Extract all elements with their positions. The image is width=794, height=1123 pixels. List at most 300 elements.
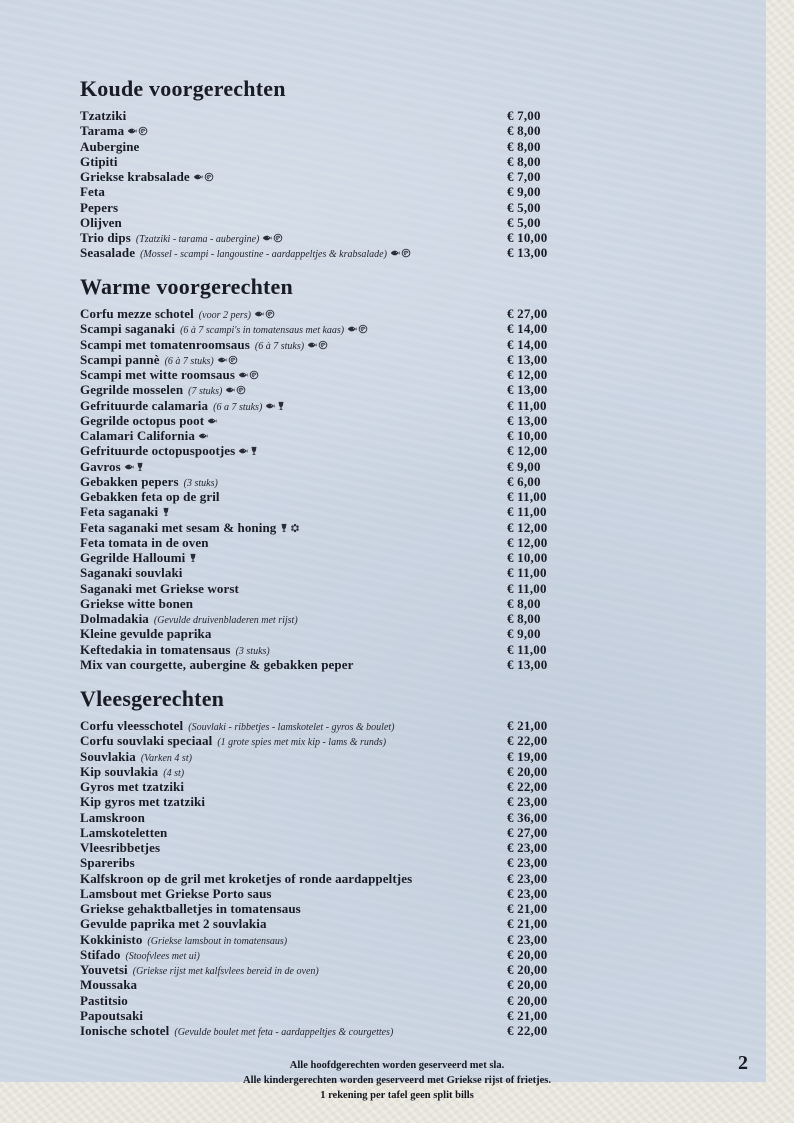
item-name: Saganaki souvlaki bbox=[80, 565, 183, 581]
menu-item bbox=[80, 1008, 728, 1023]
menu-item-left bbox=[80, 840, 160, 855]
item-name: Tzatziki bbox=[80, 108, 127, 123]
menu-item-left bbox=[80, 1008, 143, 1023]
section-items bbox=[80, 718, 728, 1038]
menu-item-left bbox=[80, 993, 128, 1008]
item-description: (3 stuks) bbox=[183, 477, 218, 489]
allergen-icons bbox=[279, 523, 300, 533]
item-name: Souvlakia bbox=[80, 748, 136, 764]
menu-item bbox=[80, 611, 728, 626]
item-price: € 23,00 bbox=[507, 794, 548, 810]
menu-item bbox=[80, 367, 728, 382]
menu-item-left bbox=[80, 413, 217, 428]
menu-item bbox=[80, 581, 728, 596]
item-description: (1 grote spies met mix kip - lams & runds) bbox=[217, 737, 387, 749]
item-price: € 10,00 bbox=[507, 230, 548, 245]
item-name: Gegrilde Halloumi bbox=[80, 550, 186, 565]
menu-item-left bbox=[80, 581, 239, 596]
item-name: Gtipiti bbox=[80, 153, 118, 169]
item-name: Scampi met witte roomsaus bbox=[80, 367, 235, 382]
item-name: Corfu souvlaki speciaal bbox=[80, 733, 213, 749]
menu-item-left bbox=[80, 123, 148, 138]
fish-icon bbox=[262, 233, 272, 243]
menu-section bbox=[80, 78, 728, 261]
menu-item-left bbox=[80, 901, 301, 916]
menu-item-left bbox=[80, 245, 411, 260]
menu-item-left bbox=[80, 871, 412, 886]
menu-item-left bbox=[80, 398, 286, 413]
menu-item-left bbox=[80, 932, 287, 947]
item-price: € 20,00 bbox=[507, 763, 548, 779]
allergen-icons bbox=[254, 309, 275, 319]
item-name: Vleesribbetjes bbox=[80, 840, 161, 855]
item-price: € 8,00 bbox=[507, 611, 541, 626]
menu-item bbox=[80, 428, 728, 443]
item-price: € 27,00 bbox=[507, 306, 548, 321]
menu-item bbox=[80, 474, 728, 489]
item-name: Saganaki met Griekse worst bbox=[80, 580, 239, 596]
item-name: Kokkinisto bbox=[80, 931, 143, 947]
item-price: € 20,00 bbox=[507, 977, 548, 993]
item-name: Griekse witte bonen bbox=[80, 595, 194, 611]
menu-item-left bbox=[80, 657, 354, 672]
item-price: € 11,00 bbox=[507, 580, 547, 596]
item-price: € 22,00 bbox=[507, 1023, 548, 1038]
menu-item-left bbox=[80, 718, 395, 733]
milk-glass-icon bbox=[135, 462, 145, 472]
section-items bbox=[80, 306, 728, 672]
fish-icon bbox=[198, 431, 208, 441]
item-price: € 12,00 bbox=[507, 367, 548, 382]
item-name: Dolmadakia bbox=[80, 611, 149, 626]
menu-item bbox=[80, 489, 728, 504]
item-price: € 11,00 bbox=[507, 504, 547, 520]
item-name: Tarama bbox=[80, 123, 125, 139]
menu-item bbox=[80, 169, 728, 184]
menu-item-left bbox=[80, 489, 220, 504]
item-description: (Gevulde boulet met feta - aardappeltjes & courgettes) bbox=[174, 1027, 394, 1038]
milk-glass-icon bbox=[276, 401, 286, 411]
menu-item bbox=[80, 443, 728, 458]
item-name: Pepers bbox=[80, 199, 119, 215]
menu-item-left bbox=[80, 733, 386, 748]
menu-item-left bbox=[80, 504, 171, 519]
item-price: € 27,00 bbox=[507, 824, 548, 840]
allergen-icons bbox=[307, 340, 328, 350]
allergen-icons bbox=[127, 126, 148, 136]
allergen-icons bbox=[238, 370, 259, 380]
menu-item bbox=[80, 215, 728, 230]
milk-glass-icon bbox=[249, 446, 259, 456]
item-price: € 22,00 bbox=[507, 733, 548, 749]
item-name: Feta saganaki met sesam & honing bbox=[80, 519, 277, 535]
menu-item bbox=[80, 886, 728, 901]
footer-line: Alle kindergerechten worden geserveerd met Griekse rijst of frietjes. bbox=[243, 1075, 551, 1086]
menu-item bbox=[80, 565, 728, 580]
footer-line: 1 rekening per tafel geen split bills bbox=[320, 1090, 474, 1101]
allergen-icons bbox=[207, 416, 217, 426]
allergen-icons bbox=[198, 431, 208, 441]
item-description: (Mossel - scampi - langoustine - aardappeltjes & krabsalade) bbox=[140, 249, 387, 261]
menu-item-left bbox=[80, 855, 135, 870]
item-price: € 21,00 bbox=[507, 718, 548, 733]
menu-item bbox=[80, 337, 728, 352]
item-name: Aubergine bbox=[80, 138, 140, 154]
menu-item bbox=[80, 657, 728, 672]
menu-item-left bbox=[80, 382, 246, 397]
menu-item bbox=[80, 245, 728, 260]
item-price: € 10,00 bbox=[507, 428, 548, 443]
menu-item bbox=[80, 733, 728, 748]
menu-section bbox=[80, 688, 728, 1038]
item-name: Griekse krabsalade bbox=[80, 169, 190, 184]
item-description: (7 stuks) bbox=[188, 386, 223, 398]
menu-item-left bbox=[80, 154, 118, 169]
item-price: € 6,00 bbox=[507, 473, 541, 489]
item-name: Gavros bbox=[80, 458, 121, 474]
menu-item-left bbox=[80, 443, 259, 458]
snail-icon bbox=[358, 324, 368, 334]
snail-icon bbox=[236, 385, 246, 395]
item-price: € 13,00 bbox=[507, 245, 548, 261]
item-name: Keftedakia in tomatensaus bbox=[80, 641, 231, 657]
item-price: € 11,00 bbox=[507, 397, 547, 413]
fish-icon bbox=[254, 309, 264, 319]
fish-icon bbox=[307, 340, 317, 350]
item-price: € 14,00 bbox=[507, 336, 548, 352]
item-price: € 7,00 bbox=[507, 169, 541, 184]
menu-item-left bbox=[80, 169, 214, 184]
item-price: € 8,00 bbox=[507, 138, 541, 154]
item-price: € 20,00 bbox=[507, 992, 548, 1008]
menu-item-left bbox=[80, 474, 218, 489]
item-price: € 13,00 bbox=[507, 412, 548, 428]
menu-item bbox=[80, 749, 728, 764]
milk-glass-icon bbox=[279, 523, 289, 533]
menu-item bbox=[80, 779, 728, 794]
item-price: € 11,00 bbox=[507, 565, 547, 581]
fish-icon bbox=[347, 324, 357, 334]
item-name: Scampi met tomatenroomsaus bbox=[80, 336, 250, 352]
fish-icon bbox=[124, 462, 134, 472]
menu-item bbox=[80, 718, 728, 733]
menu-item bbox=[80, 200, 728, 215]
menu-item bbox=[80, 840, 728, 855]
snail-icon bbox=[273, 233, 283, 243]
item-name: Gegrilde mosselen bbox=[80, 382, 184, 398]
allergen-icons bbox=[225, 385, 246, 395]
fish-icon bbox=[390, 248, 400, 258]
item-price: € 13,00 bbox=[507, 656, 548, 672]
menu-item bbox=[80, 626, 728, 641]
menu-item bbox=[80, 123, 728, 138]
item-description: (6 a 7 stuks) bbox=[213, 401, 263, 413]
allergen-icons bbox=[262, 233, 283, 243]
menu-item bbox=[80, 764, 728, 779]
menu-item-left bbox=[80, 550, 198, 565]
item-price: € 12,00 bbox=[507, 519, 548, 535]
menu-item-left bbox=[80, 352, 238, 367]
item-price: € 11,00 bbox=[507, 489, 547, 504]
item-price: € 23,00 bbox=[507, 870, 548, 886]
item-description: (voor 2 pers) bbox=[198, 310, 252, 321]
item-description: (Griekse rijst met kalfsvlees bereid in de oven) bbox=[132, 966, 319, 977]
item-name: Gegrilde octopus poot bbox=[80, 412, 205, 428]
menu-item bbox=[80, 947, 728, 962]
item-name: Kip souvlakia bbox=[80, 763, 159, 779]
allergen-icons bbox=[390, 248, 411, 258]
milk-glass-icon bbox=[161, 507, 171, 517]
footer-notes bbox=[0, 1058, 794, 1103]
item-price: € 21,00 bbox=[507, 901, 548, 916]
item-price: € 8,00 bbox=[507, 595, 541, 611]
snail-icon bbox=[318, 340, 328, 350]
item-name: Feta saganaki bbox=[80, 504, 159, 520]
item-name: Seasalade bbox=[80, 245, 136, 261]
allergen-icons bbox=[217, 355, 238, 365]
item-description: (6 à 7 stuks) bbox=[164, 355, 214, 367]
item-price: € 36,00 bbox=[507, 809, 548, 825]
menu-item bbox=[80, 932, 728, 947]
menu-item-left bbox=[80, 565, 183, 580]
snail-icon bbox=[249, 370, 259, 380]
item-name: Scampi saganaki bbox=[80, 321, 176, 337]
menu-item-left bbox=[80, 215, 122, 230]
item-description: (Gevulde druivenbladeren met rijst) bbox=[153, 615, 298, 626]
menu-item bbox=[80, 825, 728, 840]
menu-item bbox=[80, 139, 728, 154]
snail-icon bbox=[401, 248, 411, 258]
menu-item-left bbox=[80, 520, 300, 535]
item-description: (3 stuks) bbox=[235, 645, 270, 657]
menu-item bbox=[80, 871, 728, 886]
menu-item bbox=[80, 504, 728, 519]
milk-glass-icon bbox=[188, 553, 198, 563]
snail-icon bbox=[138, 126, 148, 136]
snail-icon bbox=[204, 172, 214, 182]
item-price: € 12,00 bbox=[507, 443, 548, 459]
item-name: Youvetsi bbox=[80, 962, 128, 977]
item-price: € 21,00 bbox=[507, 916, 548, 932]
item-name: Kip gyros met tzatziki bbox=[80, 794, 206, 810]
menu-item bbox=[80, 413, 728, 428]
menu-item bbox=[80, 398, 728, 413]
menu-section bbox=[80, 276, 728, 672]
item-price: € 22,00 bbox=[507, 779, 548, 794]
item-description: (Varken 4 st) bbox=[140, 752, 192, 764]
item-price: € 5,00 bbox=[507, 214, 541, 230]
menu-item bbox=[80, 916, 728, 931]
menu-item-left bbox=[80, 596, 193, 611]
item-price: € 10,00 bbox=[507, 550, 548, 565]
item-description: (6 à 7 scampi's in tomatensaus met kaas) bbox=[180, 325, 345, 337]
item-description: (4 st) bbox=[163, 767, 185, 779]
item-name: Gevulde paprika met 2 souvlakia bbox=[80, 916, 267, 932]
fish-icon bbox=[238, 370, 248, 380]
item-price: € 9,00 bbox=[507, 626, 541, 642]
menu-item-left bbox=[80, 642, 270, 657]
item-price: € 20,00 bbox=[507, 946, 548, 962]
footer-line: Alle hoofdgerechten worden geserveerd met sla. bbox=[289, 1060, 505, 1071]
item-price: € 8,00 bbox=[507, 153, 541, 169]
item-name: Kleine gevulde paprika bbox=[80, 626, 212, 642]
menu-item-left bbox=[80, 535, 209, 550]
menu-item bbox=[80, 154, 728, 169]
allergen-icons bbox=[124, 462, 145, 472]
menu-item-left bbox=[80, 962, 319, 977]
menu-item-left bbox=[80, 916, 267, 931]
item-price: € 23,00 bbox=[507, 840, 548, 855]
item-name: Ionische schotel bbox=[80, 1023, 170, 1038]
menu-item bbox=[80, 962, 728, 977]
item-price: € 5,00 bbox=[507, 199, 541, 215]
item-description: (6 à 7 stuks) bbox=[254, 340, 305, 352]
menu-item bbox=[80, 184, 728, 199]
item-price: € 23,00 bbox=[507, 855, 548, 871]
menu-item bbox=[80, 108, 728, 123]
item-price: € 23,00 bbox=[507, 931, 548, 947]
item-name: Corfu mezze schotel bbox=[80, 306, 194, 321]
item-description: (Tzatziki - tarama - aubergine) bbox=[135, 234, 260, 245]
allergen-icons bbox=[188, 553, 198, 563]
menu-item bbox=[80, 901, 728, 916]
item-name: Kalfskroon op de gril met kroketjes of ronde aardappeltjes bbox=[80, 870, 413, 886]
menu-item bbox=[80, 382, 728, 397]
menu-item-left bbox=[80, 825, 167, 840]
fish-icon bbox=[207, 416, 217, 426]
item-price: € 23,00 bbox=[507, 885, 548, 901]
item-price: € 9,00 bbox=[507, 184, 541, 200]
item-name: Gyros met tzatziki bbox=[80, 779, 185, 794]
menu-item-left bbox=[80, 139, 139, 154]
allergen-icons bbox=[265, 401, 286, 411]
menu-item-left bbox=[80, 1023, 393, 1038]
item-price: € 14,00 bbox=[507, 321, 548, 337]
item-name: Olijven bbox=[80, 214, 122, 230]
item-description: (Stoofvlees met ui) bbox=[125, 950, 200, 962]
menu-item-left bbox=[80, 749, 192, 764]
menu-item-left bbox=[80, 779, 184, 794]
item-name: Gefrituurde calamaria bbox=[80, 397, 209, 413]
fish-icon bbox=[238, 446, 248, 456]
menu-item bbox=[80, 855, 728, 870]
menu-item-left bbox=[80, 428, 208, 443]
menu-item bbox=[80, 520, 728, 535]
item-name: Griekse gehaktballetjes in tomatensaus bbox=[80, 901, 301, 916]
item-price: € 11,00 bbox=[507, 641, 547, 657]
item-name: Lamskoteletten bbox=[80, 824, 168, 840]
menu-item-left bbox=[80, 108, 126, 123]
item-name: Feta tomata in de oven bbox=[80, 534, 209, 550]
section-title: Koude voorgerechten bbox=[80, 76, 286, 101]
item-price: € 19,00 bbox=[507, 748, 548, 764]
snail-icon bbox=[228, 355, 238, 365]
fish-icon bbox=[217, 355, 227, 365]
item-name: Calamari California bbox=[80, 428, 195, 443]
item-price: € 13,00 bbox=[507, 382, 548, 398]
allergen-icons bbox=[193, 172, 214, 182]
menu-item bbox=[80, 321, 728, 336]
item-name: Feta bbox=[80, 184, 105, 200]
item-name: Moussaka bbox=[80, 977, 138, 993]
menu-item-left bbox=[80, 626, 212, 641]
item-price: € 13,00 bbox=[507, 351, 548, 367]
menu-item-left bbox=[80, 794, 205, 809]
item-price: € 21,00 bbox=[507, 1007, 548, 1023]
allergen-icons bbox=[347, 324, 368, 334]
menu-item-left bbox=[80, 977, 137, 992]
item-description: (Griekse lamsbout in tomatensaus) bbox=[147, 935, 288, 947]
menu-item-left bbox=[80, 321, 368, 336]
menu-item-left bbox=[80, 611, 298, 626]
item-name: Lamsbout met Griekse Porto saus bbox=[80, 885, 272, 901]
page-number: 2 bbox=[738, 1052, 748, 1074]
menu-item-left bbox=[80, 947, 200, 962]
menu-item bbox=[80, 993, 728, 1008]
menu-item bbox=[80, 550, 728, 565]
item-name: Lamskroon bbox=[80, 809, 145, 825]
menu-item bbox=[80, 459, 728, 474]
item-name: Spareribs bbox=[80, 855, 135, 871]
item-price: € 20,00 bbox=[507, 962, 548, 977]
fish-icon bbox=[265, 401, 275, 411]
menu-item bbox=[80, 977, 728, 992]
item-name: Stifado bbox=[80, 946, 121, 962]
menu-item-left bbox=[80, 230, 283, 245]
section-items bbox=[80, 108, 728, 261]
item-name: Corfu vleesschotel bbox=[80, 718, 184, 733]
item-name: Papoutsaki bbox=[80, 1007, 144, 1023]
menu-item-left bbox=[80, 337, 328, 352]
allergen-icons bbox=[238, 446, 259, 456]
item-name: Scampi pannè bbox=[80, 351, 160, 367]
menu-item bbox=[80, 306, 728, 321]
flower-icon bbox=[290, 523, 300, 533]
menu-item bbox=[80, 642, 728, 657]
item-name: Trio dips bbox=[80, 230, 131, 245]
item-price: € 8,00 bbox=[507, 123, 541, 139]
menu-item-left bbox=[80, 306, 275, 321]
item-name: Gebakken pepers bbox=[80, 473, 179, 489]
allergen-icons bbox=[161, 507, 171, 517]
fish-icon bbox=[127, 126, 137, 136]
item-name: Mix van courgette, aubergine & gebakken peper bbox=[80, 656, 354, 672]
item-price: € 9,00 bbox=[507, 458, 541, 474]
menu-item bbox=[80, 810, 728, 825]
menu-item bbox=[80, 230, 728, 245]
menu-item-left bbox=[80, 764, 184, 779]
snail-icon bbox=[265, 309, 275, 319]
item-description: (Souvlaki - ribbetjes - lamskotelet - gyros & boulet) bbox=[188, 722, 395, 733]
item-name: Gebakken feta op de gril bbox=[80, 489, 220, 504]
menu-item bbox=[80, 535, 728, 550]
item-name: Pastitsio bbox=[80, 992, 128, 1008]
menu-item bbox=[80, 1023, 728, 1038]
menu-item bbox=[80, 352, 728, 367]
menu-item-left bbox=[80, 459, 145, 474]
menu-item-left bbox=[80, 810, 145, 825]
menu-item bbox=[80, 794, 728, 809]
menu-item-left bbox=[80, 200, 118, 215]
menu-item-left bbox=[80, 886, 272, 901]
section-title: Vleesgerechten bbox=[80, 686, 225, 711]
fish-icon bbox=[225, 385, 235, 395]
item-name: Gefrituurde octopuspootjes bbox=[80, 443, 236, 459]
menu-item bbox=[80, 596, 728, 611]
fish-icon bbox=[193, 172, 203, 182]
section-title: Warme voorgerechten bbox=[80, 274, 293, 299]
menu-item-left bbox=[80, 184, 105, 199]
